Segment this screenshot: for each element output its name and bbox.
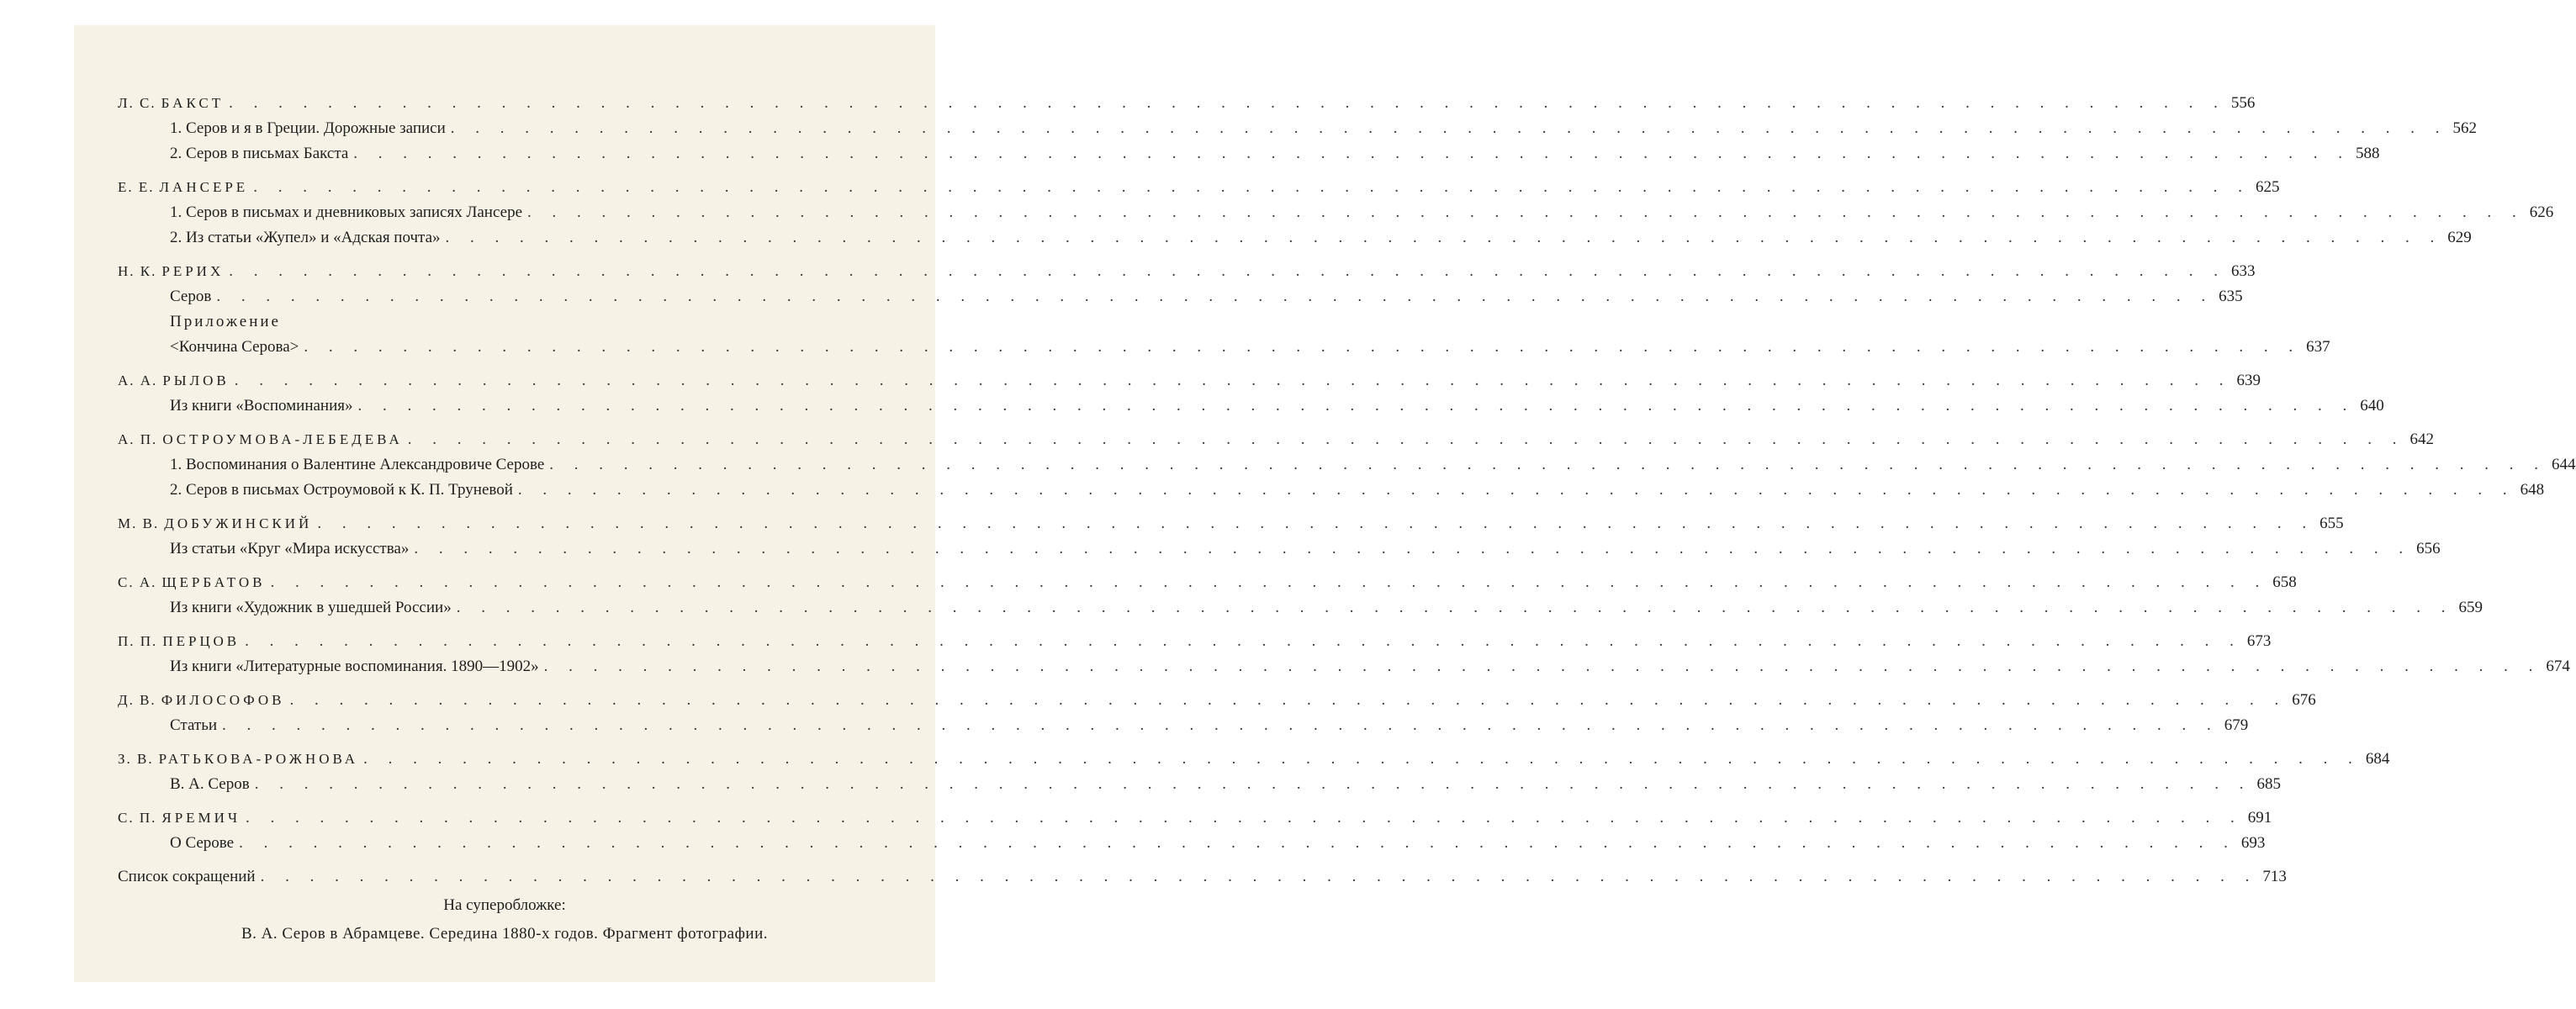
toc-author-entry[interactable]	[118, 688, 2316, 713]
author-name: ЩЕРБАТОВ	[161, 574, 266, 590]
toc-item-title: 2. Из статьи «Жупел» и «Адская почта»	[170, 229, 441, 246]
toc-item[interactable]	[118, 536, 2441, 562]
author-name: РЫЛОВ	[162, 372, 230, 388]
toc-item-title: В. А. Серов	[170, 775, 250, 793]
page-number: 639	[2236, 372, 2261, 389]
author-name: ЛАНСЕРЕ	[159, 179, 249, 195]
toc-author-section	[118, 688, 2316, 738]
dot-leader: . . . . . . . . . . . . . . . . . . . . . . . . . . . . . . . . . . . . . . . . . . . . . . . . . . . . . . . . . . . . . . . . . . . . . . . . . . . . . . . . .	[517, 481, 2515, 499]
dot-leader: . . . . . . . . . . . . . . . . . . . . . . . . . . . . . . . . . . . . . . . . . . . . . . . . . . . . . . . . . . . . . . . . . . . . . . . . . . . . . . . . .	[407, 431, 2405, 448]
page-number: 673	[2246, 632, 2272, 650]
page-number: 713	[2262, 868, 2287, 885]
author-initials: С. А.	[118, 574, 157, 590]
toc-item[interactable]	[118, 831, 2266, 856]
dot-leader: . . . . . . . . . . . . . . . . . . . . . . . . . . . . . . . . . . . . . . . . . . . . . . . . . . . . . . . . . . . . . . . . . . . . . . . . . . . . . . . . .	[270, 573, 2268, 591]
toc-author-entry[interactable]	[118, 806, 2272, 831]
page-number: 684	[2365, 750, 2390, 768]
page-number: 626	[2529, 203, 2554, 221]
author-name: ФИЛОСОФОВ	[161, 692, 285, 708]
dot-leader: . . . . . . . . . . . . . . . . . . . . . . . . . . . . . . . . . . . . . . . . . . . . . . . . . . . . . . . . . . . . . . . . . . . . . . . . . . . . . . . . .	[246, 809, 2243, 827]
page-number: 648	[2520, 481, 2545, 499]
dot-leader: . . . . . . . . . . . . . . . . . . . . . . . . . . . . . . . . . . . . . . . . . . . . . . . . . . . . . . . . . . . . . . . . . . . . . . . . . . . . . . . . .	[456, 599, 2454, 616]
toc-author-entry[interactable]	[118, 259, 2256, 284]
toc-abbreviations-entry[interactable]	[118, 864, 2287, 890]
dot-leader: . . . . . . . . . . . . . . . . . . . . . . . . . . . . . . . . . . . . . . . . . . . . . . . . . . . . . . . . . . . . . . . . . . . . . . . . . . . . . . . . .	[549, 456, 2547, 473]
toc-author-section	[118, 91, 2478, 166]
author-name: ДОБУЖИНСКИЙ	[164, 515, 313, 531]
toc-author-section	[118, 427, 2576, 503]
page-number: 655	[2319, 515, 2344, 532]
toc-item[interactable]	[118, 309, 854, 335]
page-number: 625	[2255, 178, 2280, 196]
dot-leader: . . . . . . . . . . . . . . . . . . . . . . . . . . . . . . . . . . . . . . . . . . . . . . . . . . . . . . . . . . . . . . . . . . . . . . . . . . . . . . . . .	[353, 145, 2351, 162]
toc-author-section	[118, 806, 2272, 856]
author-name: РЕРИХ	[161, 263, 225, 279]
toc-item[interactable]	[118, 141, 2380, 166]
toc-item-title: Из книги «Литературные воспоминания. 1890—1902»	[170, 658, 539, 675]
dot-leader: . . . . . . . . . . . . . . . . . . . . . . . . . . . . . . . . . . . . . . . . . . . . . . . . . . . . . . . . . . . . . . . . . . . . . . . . . . . . . . . . .	[414, 540, 2412, 557]
dot-leader: . . . . . . . . . . . . . . . . . . . . . . . . . . . . . . . . . . . . . . . . . . . . . . . . . . . . . . . . . . . . . . . . . . . . . . . . . . . . . . . . .	[253, 178, 2251, 196]
toc-item-title: Приложение	[170, 313, 281, 330]
toc-author-section	[118, 629, 2570, 679]
dot-leader: . . . . . . . . . . . . . . . . . . . . . . . . . . . . . . . . . . . . . . . . . . . . . . . . . . . . . . . . . . . . . . . . . . . . . . . . . . . . . . . . .	[234, 372, 2232, 389]
dot-leader: . . . . . . . . . . . . . . . . . . . . . . . . . . . . . . . . . . . . . . . . . . . . . . . . . . . . . . . . . . . . . . . . . . . . . . . . . . . . . . . . .	[222, 716, 2219, 734]
toc-item[interactable]	[118, 200, 2554, 225]
dot-leader: . . . . . . . . . . . . . . . . . . . . . . . . . . . . . . . . . . . . . . . . . . . . . . . . . . . . . . . . . . . . . . . . . . . . . . . . . . . . . . . . .	[543, 658, 2542, 675]
toc-author-section	[118, 175, 2554, 251]
toc-item-title: Список сокращений	[118, 868, 256, 885]
toc-item-title: 2. Серов в письмах Остроумовой к К. П. Труневой	[170, 481, 513, 499]
toc-item-title: 1. Воспоминания о Валентине Александровиче Серове	[170, 456, 545, 473]
toc-author-entry[interactable]	[118, 175, 2280, 200]
author-initials: А. А.	[118, 372, 158, 388]
author-initials: Л. С.	[118, 95, 156, 111]
author-initials: Н. К.	[118, 263, 157, 279]
toc-author-section	[118, 747, 2390, 797]
author-name: ЯРЕМИЧ	[161, 810, 241, 826]
author-name: ОСТРОУМОВА-ЛЕБЕДЕВА	[162, 431, 403, 447]
page-number: 691	[2247, 809, 2272, 827]
table-of-contents	[118, 91, 2576, 890]
author-initials: П. П.	[118, 633, 158, 649]
dot-leader: . . . . . . . . . . . . . . . . . . . . . . . . . . . . . . . . . . . . . . . . . . . . . . . . . . . . . . . . . . . . . . . . . . . . . . . . . . . . . . . . .	[289, 691, 2288, 709]
toc-item[interactable]	[118, 284, 2243, 309]
dot-leader: . . . . . . . . . . . . . . . . . . . . . . . . . . . . . . . . . . . . . . . . . . . . . . . . . . . . . . . . . . . . . . . . . . . . . . . . . . . . . . . . .	[216, 288, 2214, 305]
toc-item-title: Из статьи «Круг «Мира искусства»	[170, 540, 410, 557]
page-number: 656	[2416, 540, 2441, 557]
toc-author-section	[118, 368, 2384, 419]
dot-leader: . . . . . . . . . . . . . . . . . . . . . . . . . . . . . . . . . . . . . . . . . . . . . . . . . . . . . . . . . . . . . . . . . . . . . . . . . . . . . . . . .	[445, 229, 2443, 246]
dot-leader: . . . . . . . . . . . . . . . . . . . . . . . . . . . . . . . . . . . . . . . . . . . . . . . . . . . . . . . . . . . . . . . . . . . . . . . . . . . . . . . . .	[317, 515, 2315, 532]
author-name: РАТЬКОВА-РОЖНОВА	[158, 751, 359, 767]
toc-item-title: О Серове	[170, 834, 235, 852]
toc-author-entry[interactable]	[118, 427, 2434, 452]
page-number: 629	[2447, 229, 2472, 246]
toc-item-title: 1. Серов и я в Греции. Дорожные записи	[170, 119, 446, 137]
toc-author-section	[118, 511, 2441, 562]
page-number: 637	[2306, 338, 2330, 356]
dot-leader: . . . . . . . . . . . . . . . . . . . . . . . . . . . . . . . . . . . . . . . . . . . . . . . . . . . . . . . . . . . . . . . . . . . . . . . . . . . . . . . . .	[357, 397, 2356, 415]
toc-item[interactable]	[118, 225, 2472, 251]
toc-item[interactable]	[118, 713, 2249, 738]
page-number: 635	[2219, 288, 2243, 305]
author-initials: М. В.	[118, 515, 160, 531]
dot-leader: . . . . . . . . . . . . . . . . . . . . . . . . . . . . . . . . . . . . . . . . . . . . . . . . . . . . . . . . . . . . . . . . . . . . . . . . . . . . . . . . .	[239, 834, 2236, 852]
toc-item[interactable]	[118, 478, 2545, 503]
dot-leader: . . . . . . . . . . . . . . . . . . . . . . . . . . . . . . . . . . . . . . . . . . . . . . . . . . . . . . . . . . . . . . . . . . . . . . . . . . . . . . . . .	[245, 632, 2242, 650]
toc-author-entry[interactable]	[118, 91, 2256, 116]
toc-item[interactable]	[118, 394, 2384, 419]
toc-item-title: <Кончина Серова>	[170, 338, 299, 356]
toc-item[interactable]	[118, 772, 2281, 797]
dot-leader: . . . . . . . . . . . . . . . . . . . . . . . . . . . . . . . . . . . . . . . . . . . . . . . . . . . . . . . . . . . . . . . . . . . . . . . . . . . . . . . . .	[229, 94, 2226, 112]
toc-item[interactable]	[118, 654, 2570, 679]
page-number: 693	[2240, 834, 2266, 852]
page-number: 556	[2230, 94, 2256, 112]
page-number: 658	[2272, 573, 2297, 591]
toc-author-section	[118, 570, 2483, 621]
toc-author-section	[118, 259, 2330, 360]
toc-item-title: Серов	[170, 288, 212, 305]
page-number: 674	[2546, 658, 2570, 675]
page-number: 644	[2552, 456, 2576, 473]
cover-caption-text: В. А. Серов в Абрамцеве. Середина 1880-х годов. Фрагмент фотографии.	[241, 925, 769, 943]
toc-item[interactable]	[118, 116, 2478, 141]
toc-item[interactable]	[118, 452, 2576, 478]
toc-item[interactable]	[118, 595, 2483, 621]
author-name: БАКСТ	[161, 95, 225, 111]
toc-author-entry[interactable]	[118, 747, 2390, 772]
dot-leader: . . . . . . . . . . . . . . . . . . . . . . . . . . . . . . . . . . . . . . . . . . . . . . . . . . . . . . . . . . . . . . . . . . . . . . . . . . . . . . . . .	[363, 750, 2361, 768]
author-name: ПЕРЦОВ	[162, 633, 241, 649]
page-number: 659	[2458, 599, 2483, 616]
toc-item-title: Из книги «Воспоминания»	[170, 397, 353, 415]
toc-item-title: Статьи	[170, 716, 218, 734]
toc-author-entry[interactable]	[118, 511, 2344, 536]
author-initials: С. П.	[118, 810, 157, 826]
page-number: 640	[2360, 397, 2384, 415]
dot-leader: . . . . . . . . . . . . . . . . . . . . . . . . . . . . . . . . . . . . . . . . . . . . . . . . . . . . . . . . . . . . . . . . . . . . . . . . . . . . . . . . .	[229, 262, 2226, 280]
page-number: 642	[2409, 431, 2434, 448]
author-initials: Д. В.	[118, 692, 156, 708]
author-initials: А. П.	[118, 431, 158, 447]
author-initials: Е. Е.	[118, 179, 155, 195]
toc-item-title: 1. Серов в письмах и дневниковых записях Лансере	[170, 203, 523, 221]
page-number: 588	[2356, 145, 2380, 162]
cover-caption-heading: На суперобложке:	[443, 896, 566, 914]
toc-item[interactable]	[118, 335, 2330, 360]
dot-leader: . . . . . . . . . . . . . . . . . . . . . . . . . . . . . . . . . . . . . . . . . . . . . . . . . . . . . . . . . . . . . . . . . . . . . . . . . . . . . . . . .	[450, 119, 2448, 137]
dot-leader: . . . . . . . . . . . . . . . . . . . . . . . . . . . . . . . . . . . . . . . . . . . . . . . . . . . . . . . . . . . . . . . . . . . . . . . . . . . . . . . . .	[260, 868, 2258, 885]
dot-leader: . . . . . . . . . . . . . . . . . . . . . . . . . . . . . . . . . . . . . . . . . . . . . . . . . . . . . . . . . . . . . . . . . . . . . . . . . . . . . . . . .	[304, 338, 2302, 356]
page-number: 679	[2224, 716, 2249, 734]
toc-author-entry[interactable]	[118, 368, 2261, 394]
page-number: 676	[2292, 691, 2316, 709]
dot-leader: . . . . . . . . . . . . . . . . . . . . . . . . . . . . . . . . . . . . . . . . . . . . . . . . . . . . . . . . . . . . . . . . . . . . . . . . . . . . . . . . .	[254, 775, 2252, 793]
page-number: 685	[2256, 775, 2281, 793]
dot-leader: . . . . . . . . . . . . . . . . . . . . . . . . . . . . . . . . . . . . . . . . . . . . . . . . . . . . . . . . . . . . . . . . . . . . . . . . . . . . . . . . .	[527, 203, 2525, 221]
page-number: 562	[2452, 119, 2478, 137]
toc-item-title: 2. Серов в письмах Бакста	[170, 145, 349, 162]
toc-item-title: Из книги «Художник в ушедшей России»	[170, 599, 452, 616]
author-initials: З. В.	[118, 751, 154, 767]
page-number: 633	[2230, 262, 2256, 280]
toc-author-entry[interactable]	[118, 570, 2297, 595]
toc-author-entry[interactable]	[118, 629, 2272, 654]
